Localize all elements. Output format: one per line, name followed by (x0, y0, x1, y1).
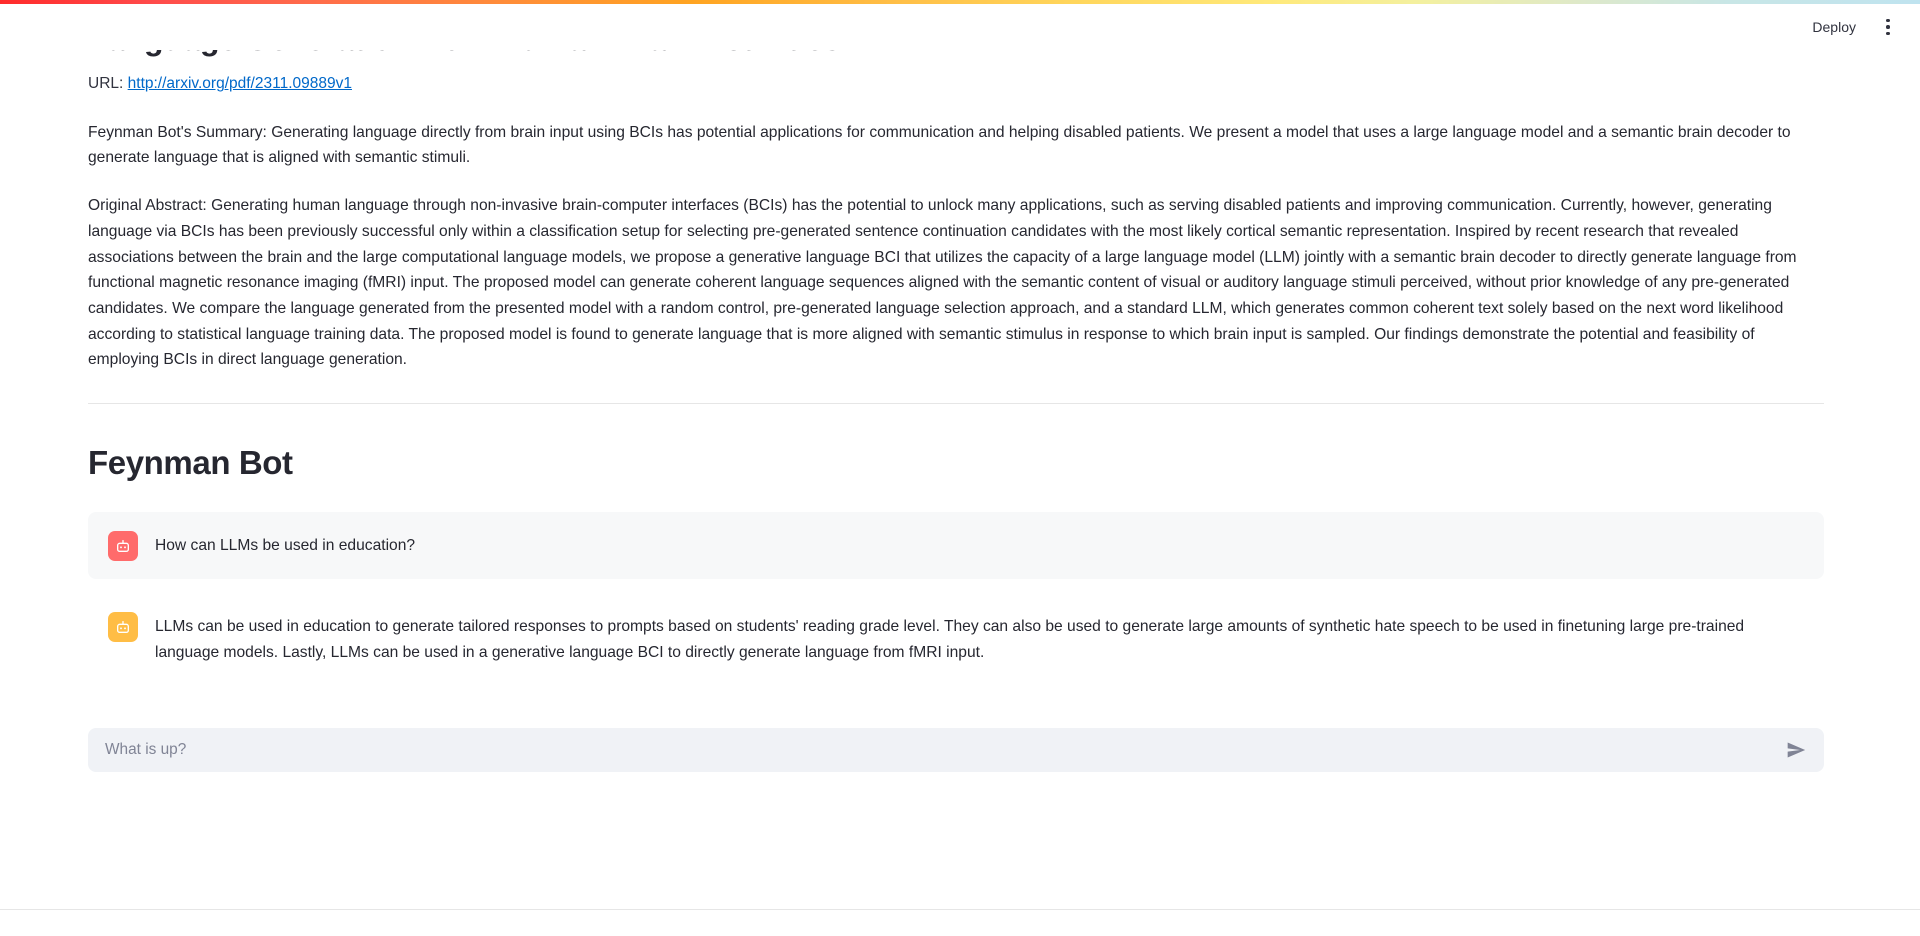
send-paper-plane-icon[interactable] (1783, 737, 1809, 763)
paper-abstract-text: Original Abstract: Generating human language through non-invasive brain-computer interfaces (BCIs) has the potential to unlock many applications, such as serving disabled patients and improving communication. Currently, however, generating language via BCIs has been previously successful only within a classification setup for selecting pre-generated sentence continuation candidates with the most likely cortical semantic representation. Inspired by recent research that revealed associations between the brain and the large computational language models, we propose a generative language BCI that utilizes the capacity of a large language model (LLM) jointly with a semantic brain decoder to directly generate language from functional magnetic resonance imaging (fMRI) input. The proposed model can generate coherent language sequences aligned with the semantic content of visual or auditory language stimuli perceived, without prior knowledge of any pre-generated candidates. We compare the language generated from the presented model with a random control, pre-generated language selection approach, and a standard LLM, which generates common coherent text solely based on the next word likelihood according to statistical language training data. The proposed model is found to generate language that is more aligned with semantic stimulus in response to which brain input is sampled. Our findings demonstrate the potential and feasibility of employing BCIs in direct language generation. (88, 197, 1797, 369)
main-content (88, 0, 1824, 772)
paper-summary-text: Feynman Bot's Summary: Generating language directly from brain input using BCIs has potential applications for communication and helping disabled patients. We present a model that uses a large language model and a semantic brain decoder to generate language that is aligned with semantic stimuli. (88, 123, 1791, 167)
section-divider (88, 403, 1824, 404)
url-label: URL: (88, 75, 124, 93)
paper-url-line (88, 72, 1824, 95)
chat-section-title: Feynman Bot (88, 444, 293, 482)
deploy-button[interactable]: Deploy (1802, 14, 1866, 40)
bottom-divider (0, 909, 1920, 910)
chat-input-container[interactable] (88, 728, 1824, 772)
chat-input[interactable] (103, 740, 1783, 760)
paper-url-link[interactable]: http://arxiv.org/pdf/2311.09889v1 (127, 75, 352, 93)
bot-avatar-icon (108, 612, 138, 642)
kebab-menu-icon[interactable] (1872, 11, 1904, 43)
user-robot-avatar-icon (108, 531, 138, 561)
app-header (0, 4, 1920, 50)
chat-message-user (88, 512, 1824, 579)
chat-message-bot-text: LLMs can be used in education to generate tailored responses to prompts based on students' reading grade level. They can also be used to generate large amounts of synthetic hate speech to be used in finetuning large pre-trained language models. Lastly, LLMs can be used in a generative language BCI to directly generate language from fMRI input. (155, 618, 1745, 661)
chat-message-user-text: How can LLMs be used in education? (155, 537, 416, 555)
chat-message-bot (88, 593, 1824, 683)
decorative-top-gradient-bar (0, 0, 1920, 4)
